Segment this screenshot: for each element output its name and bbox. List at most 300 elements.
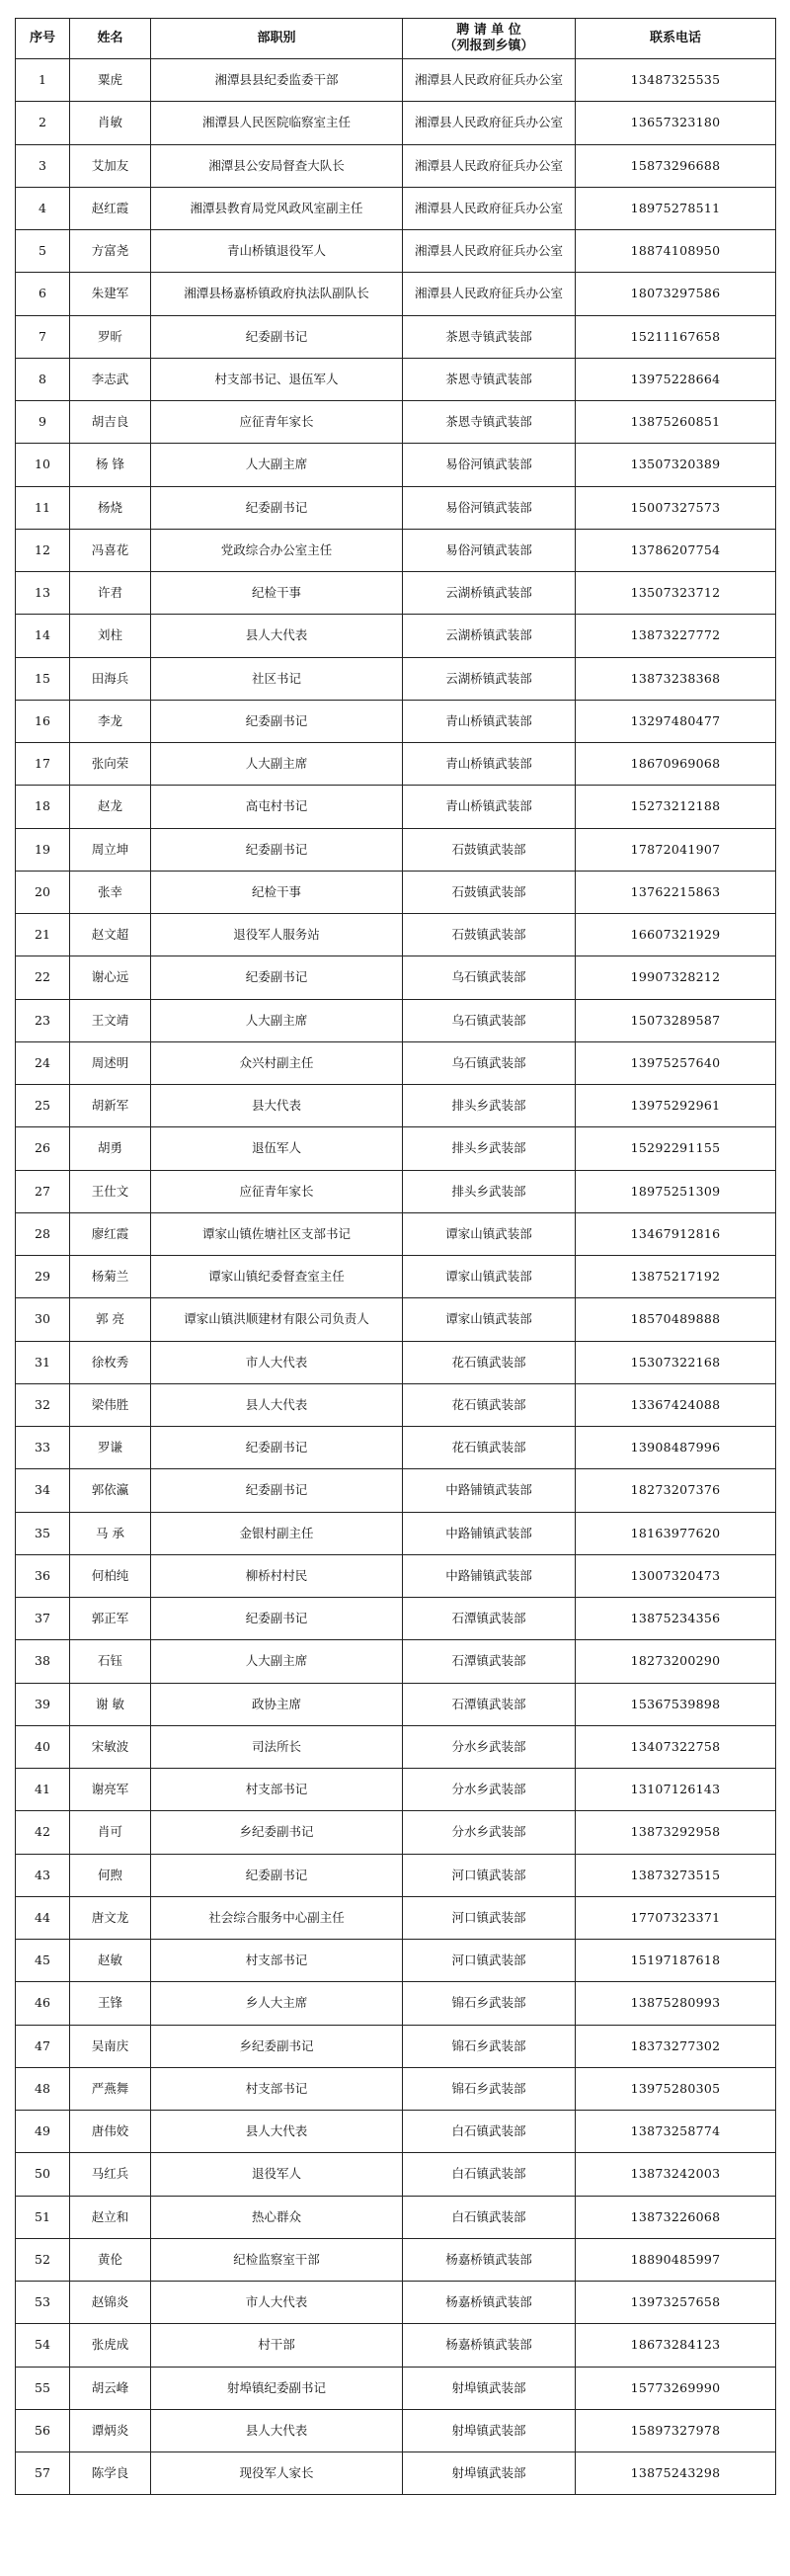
table-row <box>16 999 776 1041</box>
cell-phone: 15897327978 <box>576 2409 776 2451</box>
cell-phone: 15273212188 <box>576 786 776 828</box>
cell-phone: 13873227772 <box>576 615 776 657</box>
cell-phone: 13487325535 <box>576 59 776 102</box>
table-row <box>16 2025 776 2067</box>
cell-unit: 乌石镇武装部 <box>403 956 576 999</box>
cell-unit: 锦石乡武装部 <box>403 2067 576 2110</box>
cell-unit: 河口镇武装部 <box>403 1896 576 1939</box>
cell-unit: 中路铺镇武装部 <box>403 1512 576 1554</box>
cell-no: 15 <box>16 657 70 700</box>
cell-phone: 18073297586 <box>576 273 776 315</box>
cell-unit: 白石镇武装部 <box>403 2111 576 2153</box>
cell-phone: 13467912816 <box>576 1212 776 1255</box>
cell-name: 张虎成 <box>70 2324 151 2367</box>
cell-name: 张幸 <box>70 871 151 913</box>
cell-phone: 18163977620 <box>576 1512 776 1554</box>
cell-no: 55 <box>16 2367 70 2409</box>
cell-name: 杨烧 <box>70 486 151 529</box>
cell-no: 5 <box>16 230 70 273</box>
cell-unit: 石潭镇武装部 <box>403 1598 576 1640</box>
cell-dept: 应征青年家长 <box>151 401 403 444</box>
table-row <box>16 657 776 700</box>
cell-unit: 湘潭县人民政府征兵办公室 <box>403 273 576 315</box>
cell-phone: 17707323371 <box>576 1896 776 1939</box>
cell-unit: 白石镇武装部 <box>403 2196 576 2238</box>
cell-dept: 高屯村书记 <box>151 786 403 828</box>
cell-phone: 13875243298 <box>576 2452 776 2495</box>
cell-dept: 村支部书记 <box>151 1769 403 1811</box>
cell-name: 冯喜花 <box>70 529 151 571</box>
cell-name: 王锋 <box>70 1982 151 2025</box>
cell-no: 27 <box>16 1170 70 1212</box>
cell-phone: 13873242003 <box>576 2153 776 2196</box>
cell-phone: 18570489888 <box>576 1298 776 1341</box>
cell-name: 张向荣 <box>70 743 151 786</box>
cell-phone: 13873292958 <box>576 1811 776 1854</box>
cell-unit: 湘潭县人民政府征兵办公室 <box>403 59 576 102</box>
cell-name: 许君 <box>70 572 151 615</box>
cell-name: 唐文龙 <box>70 1896 151 1939</box>
cell-name: 田海兵 <box>70 657 151 700</box>
table-row <box>16 1982 776 2025</box>
cell-dept: 纪委副书记 <box>151 1598 403 1640</box>
cell-dept: 谭家山镇洪顺建材有限公司负责人 <box>151 1298 403 1341</box>
cell-no: 31 <box>16 1341 70 1383</box>
table-row <box>16 1341 776 1383</box>
cell-unit: 花石镇武装部 <box>403 1341 576 1383</box>
cell-phone: 13873273515 <box>576 1854 776 1896</box>
cell-unit: 石鼓镇武装部 <box>403 871 576 913</box>
cell-phone: 13507323712 <box>576 572 776 615</box>
cell-dept: 柳桥村村民 <box>151 1554 403 1597</box>
cell-phone: 15073289587 <box>576 999 776 1041</box>
table-row <box>16 743 776 786</box>
cell-name: 刘柱 <box>70 615 151 657</box>
cell-unit: 湘潭县人民政府征兵办公室 <box>403 230 576 273</box>
cell-no: 42 <box>16 1811 70 1854</box>
cell-dept: 社会综合服务中心副主任 <box>151 1896 403 1939</box>
cell-no: 45 <box>16 1940 70 1982</box>
cell-dept: 村支部书记、退伍军人 <box>151 358 403 400</box>
cell-name: 粟虎 <box>70 59 151 102</box>
cell-phone: 16607321929 <box>576 914 776 956</box>
cell-name: 吴南庆 <box>70 2025 151 2067</box>
table-row <box>16 1298 776 1341</box>
table-row <box>16 486 776 529</box>
table-row <box>16 1383 776 1426</box>
cell-name: 赵红霞 <box>70 187 151 229</box>
cell-name: 周述明 <box>70 1041 151 1084</box>
cell-unit: 云湖桥镇武装部 <box>403 572 576 615</box>
cell-unit: 云湖桥镇武装部 <box>403 615 576 657</box>
cell-dept: 司法所长 <box>151 1725 403 1768</box>
cell-unit: 杨嘉桥镇武装部 <box>403 2282 576 2324</box>
cell-phone: 13975280305 <box>576 2067 776 2110</box>
cell-name: 方富尧 <box>70 230 151 273</box>
cell-dept: 县人大代表 <box>151 2111 403 2153</box>
cell-name: 赵敏 <box>70 1940 151 1982</box>
cell-dept: 应征青年家长 <box>151 1170 403 1212</box>
cell-dept: 纪委副书记 <box>151 315 403 358</box>
cell-unit: 湘潭县人民政府征兵办公室 <box>403 187 576 229</box>
table-row <box>16 871 776 913</box>
cell-name: 梁伟胜 <box>70 1383 151 1426</box>
header-row <box>16 19 776 59</box>
cell-dept: 县人大代表 <box>151 1383 403 1426</box>
cell-no: 11 <box>16 486 70 529</box>
cell-no: 7 <box>16 315 70 358</box>
cell-no: 18 <box>16 786 70 828</box>
cell-dept: 谭家山镇佐塘社区支部书记 <box>151 1212 403 1255</box>
header-unit-main: 聘 请 单 位 <box>456 23 521 38</box>
cell-phone: 13875260851 <box>576 401 776 444</box>
cell-unit: 石潭镇武装部 <box>403 1640 576 1683</box>
table-row <box>16 2196 776 2238</box>
cell-name: 肖敏 <box>70 102 151 144</box>
cell-no: 29 <box>16 1256 70 1298</box>
cell-dept: 纪委副书记 <box>151 956 403 999</box>
cell-phone: 13873238368 <box>576 657 776 700</box>
cell-dept: 党政综合办公室主任 <box>151 529 403 571</box>
cell-no: 6 <box>16 273 70 315</box>
cell-phone: 18670969068 <box>576 743 776 786</box>
cell-dept: 人大副主席 <box>151 999 403 1041</box>
cell-name: 谭炳炎 <box>70 2409 151 2451</box>
cell-name: 马 承 <box>70 1512 151 1554</box>
cell-name: 郭依瀛 <box>70 1469 151 1512</box>
cell-phone: 18874108950 <box>576 230 776 273</box>
cell-phone: 13908487996 <box>576 1427 776 1469</box>
cell-no: 32 <box>16 1383 70 1426</box>
cell-dept: 湘潭县教育局党风政风室副主任 <box>151 187 403 229</box>
table-row <box>16 1725 776 1768</box>
cell-dept: 退役军人服务站 <box>151 914 403 956</box>
cell-no: 25 <box>16 1085 70 1127</box>
table-row <box>16 2409 776 2451</box>
cell-dept: 村干部 <box>151 2324 403 2367</box>
cell-no: 51 <box>16 2196 70 2238</box>
table-row <box>16 1512 776 1554</box>
cell-no: 34 <box>16 1469 70 1512</box>
table-row <box>16 273 776 315</box>
recruitment-supervisor-table <box>15 18 776 2495</box>
cell-phone: 19907328212 <box>576 956 776 999</box>
cell-name: 杨菊兰 <box>70 1256 151 1298</box>
table-row <box>16 358 776 400</box>
table-row <box>16 1683 776 1725</box>
cell-phone: 13875280993 <box>576 1982 776 2025</box>
table-row <box>16 59 776 102</box>
cell-no: 30 <box>16 1298 70 1341</box>
cell-unit: 青山桥镇武装部 <box>403 743 576 786</box>
cell-dept: 社区书记 <box>151 657 403 700</box>
cell-dept: 人大副主席 <box>151 1640 403 1683</box>
cell-no: 52 <box>16 2238 70 2281</box>
cell-dept: 乡纪委副书记 <box>151 1811 403 1854</box>
table-row <box>16 572 776 615</box>
cell-dept: 湘潭县杨嘉桥镇政府执法队副队长 <box>151 273 403 315</box>
cell-name: 李志武 <box>70 358 151 400</box>
cell-dept: 湘潭县公安局督查大队长 <box>151 144 403 187</box>
cell-dept: 村支部书记 <box>151 1940 403 1982</box>
cell-no: 4 <box>16 187 70 229</box>
cell-unit: 河口镇武装部 <box>403 1854 576 1896</box>
table-row <box>16 700 776 742</box>
cell-phone: 13975257640 <box>576 1041 776 1084</box>
cell-no: 49 <box>16 2111 70 2153</box>
cell-no: 8 <box>16 358 70 400</box>
cell-unit: 谭家山镇武装部 <box>403 1212 576 1255</box>
cell-dept: 纪检干事 <box>151 871 403 913</box>
table-row <box>16 615 776 657</box>
cell-phone: 13975228664 <box>576 358 776 400</box>
cell-name: 廖红霞 <box>70 1212 151 1255</box>
table-row <box>16 144 776 187</box>
cell-dept: 政协主席 <box>151 1683 403 1725</box>
cell-unit: 杨嘉桥镇武装部 <box>403 2324 576 2367</box>
cell-unit: 湘潭县人民政府征兵办公室 <box>403 102 576 144</box>
cell-phone: 13873258774 <box>576 2111 776 2153</box>
cell-unit: 湘潭县人民政府征兵办公室 <box>403 144 576 187</box>
cell-unit: 分水乡武装部 <box>403 1769 576 1811</box>
cell-dept: 金银村副主任 <box>151 1512 403 1554</box>
cell-no: 41 <box>16 1769 70 1811</box>
table-row <box>16 1640 776 1683</box>
cell-dept: 乡纪委副书记 <box>151 2025 403 2067</box>
table-row <box>16 1940 776 1982</box>
cell-unit: 排头乡武装部 <box>403 1127 576 1170</box>
cell-unit: 茶恩寺镇武装部 <box>403 358 576 400</box>
cell-phone: 13786207754 <box>576 529 776 571</box>
cell-unit: 云湖桥镇武装部 <box>403 657 576 700</box>
cell-dept: 退伍军人 <box>151 1127 403 1170</box>
table-row <box>16 1427 776 1469</box>
header-phone: 联系电话 <box>576 19 776 59</box>
table-row <box>16 2282 776 2324</box>
header-dept: 部职别 <box>151 19 403 59</box>
cell-no: 3 <box>16 144 70 187</box>
cell-dept: 人大副主席 <box>151 444 403 486</box>
table-row <box>16 914 776 956</box>
cell-phone: 15773269990 <box>576 2367 776 2409</box>
table-row <box>16 1554 776 1597</box>
cell-dept: 纪委副书记 <box>151 700 403 742</box>
cell-phone: 13507320389 <box>576 444 776 486</box>
cell-phone: 13875217192 <box>576 1256 776 1298</box>
cell-dept: 谭家山镇纪委督查室主任 <box>151 1256 403 1298</box>
cell-unit: 中路铺镇武装部 <box>403 1469 576 1512</box>
cell-phone: 15211167658 <box>576 315 776 358</box>
cell-dept: 县人大代表 <box>151 615 403 657</box>
cell-name: 赵立和 <box>70 2196 151 2238</box>
cell-phone: 13107126143 <box>576 1769 776 1811</box>
cell-dept: 纪委副书记 <box>151 1469 403 1512</box>
cell-no: 1 <box>16 59 70 102</box>
cell-unit: 河口镇武装部 <box>403 1940 576 1982</box>
table-row <box>16 1598 776 1640</box>
cell-name: 郭 亮 <box>70 1298 151 1341</box>
cell-unit: 花石镇武装部 <box>403 1427 576 1469</box>
cell-no: 44 <box>16 1896 70 1939</box>
cell-dept: 县人大代表 <box>151 2409 403 2451</box>
cell-dept: 纪检监察室干部 <box>151 2238 403 2281</box>
cell-no: 13 <box>16 572 70 615</box>
cell-name: 赵锦炎 <box>70 2282 151 2324</box>
cell-unit: 青山桥镇武装部 <box>403 700 576 742</box>
cell-dept: 退役军人 <box>151 2153 403 2196</box>
table-row <box>16 2067 776 2110</box>
cell-dept: 纪委副书记 <box>151 486 403 529</box>
cell-no: 33 <box>16 1427 70 1469</box>
cell-name: 罗谦 <box>70 1427 151 1469</box>
cell-no: 12 <box>16 529 70 571</box>
cell-dept: 众兴村副主任 <box>151 1041 403 1084</box>
table-row <box>16 187 776 229</box>
cell-no: 35 <box>16 1512 70 1554</box>
table-row <box>16 1212 776 1255</box>
table-row <box>16 444 776 486</box>
cell-phone: 18273200290 <box>576 1640 776 1683</box>
header-name: 姓名 <box>70 19 151 59</box>
cell-phone: 13367424088 <box>576 1383 776 1426</box>
cell-phone: 18975278511 <box>576 187 776 229</box>
table-row <box>16 315 776 358</box>
table-header <box>16 19 776 59</box>
cell-name: 谢心远 <box>70 956 151 999</box>
cell-name: 胡云峰 <box>70 2367 151 2409</box>
cell-name: 罗昕 <box>70 315 151 358</box>
cell-phone: 13007320473 <box>576 1554 776 1597</box>
cell-unit: 青山桥镇武装部 <box>403 786 576 828</box>
cell-phone: 18273207376 <box>576 1469 776 1512</box>
cell-unit: 石潭镇武装部 <box>403 1683 576 1725</box>
table-row <box>16 1469 776 1512</box>
cell-phone: 15367539898 <box>576 1683 776 1725</box>
cell-no: 9 <box>16 401 70 444</box>
cell-name: 王仕文 <box>70 1170 151 1212</box>
cell-dept: 热心群众 <box>151 2196 403 2238</box>
cell-name: 黄伦 <box>70 2238 151 2281</box>
cell-name: 宋敏波 <box>70 1725 151 1768</box>
table-row <box>16 2367 776 2409</box>
cell-dept: 湘潭县人民医院临察室主任 <box>151 102 403 144</box>
table-body <box>16 59 776 2495</box>
cell-dept: 人大副主席 <box>151 743 403 786</box>
cell-phone: 18373277302 <box>576 2025 776 2067</box>
cell-no: 43 <box>16 1854 70 1896</box>
table-row <box>16 102 776 144</box>
cell-dept: 湘潭县县纪委监委干部 <box>151 59 403 102</box>
cell-no: 46 <box>16 1982 70 2025</box>
header-no: 序号 <box>16 19 70 59</box>
table-row <box>16 1170 776 1212</box>
cell-name: 朱建军 <box>70 273 151 315</box>
cell-name: 马红兵 <box>70 2153 151 2196</box>
cell-phone: 15007327573 <box>576 486 776 529</box>
cell-no: 53 <box>16 2282 70 2324</box>
cell-unit: 中路铺镇武装部 <box>403 1554 576 1597</box>
cell-phone: 13407322758 <box>576 1725 776 1768</box>
cell-name: 石钰 <box>70 1640 151 1683</box>
cell-phone: 13657323180 <box>576 102 776 144</box>
cell-phone: 18890485997 <box>576 2238 776 2281</box>
table-row <box>16 1256 776 1298</box>
cell-unit: 易俗河镇武装部 <box>403 529 576 571</box>
cell-unit: 白石镇武装部 <box>403 2153 576 2196</box>
cell-phone: 15873296688 <box>576 144 776 187</box>
cell-phone: 13973257658 <box>576 2282 776 2324</box>
table-row <box>16 1854 776 1896</box>
cell-no: 22 <box>16 956 70 999</box>
cell-no: 48 <box>16 2067 70 2110</box>
cell-no: 47 <box>16 2025 70 2067</box>
cell-name: 胡吉良 <box>70 401 151 444</box>
header-unit-sub: （列报到乡镇） <box>443 39 534 53</box>
cell-unit: 谭家山镇武装部 <box>403 1298 576 1341</box>
cell-unit: 茶恩寺镇武装部 <box>403 401 576 444</box>
cell-unit: 乌石镇武装部 <box>403 999 576 1041</box>
cell-dept: 市人大代表 <box>151 1341 403 1383</box>
cell-no: 39 <box>16 1683 70 1725</box>
cell-dept: 县大代表 <box>151 1085 403 1127</box>
cell-name: 徐枚秀 <box>70 1341 151 1383</box>
cell-unit: 乌石镇武装部 <box>403 1041 576 1084</box>
cell-no: 54 <box>16 2324 70 2367</box>
cell-unit: 易俗河镇武装部 <box>403 444 576 486</box>
cell-name: 唐伟姣 <box>70 2111 151 2153</box>
cell-name: 王文靖 <box>70 999 151 1041</box>
cell-name: 陈学良 <box>70 2452 151 2495</box>
cell-no: 28 <box>16 1212 70 1255</box>
cell-unit: 石鼓镇武装部 <box>403 828 576 871</box>
cell-unit: 射埠镇武装部 <box>403 2452 576 2495</box>
cell-unit: 射埠镇武装部 <box>403 2367 576 2409</box>
cell-no: 56 <box>16 2409 70 2451</box>
cell-name: 谢亮军 <box>70 1769 151 1811</box>
cell-name: 何柏纯 <box>70 1554 151 1597</box>
cell-no: 36 <box>16 1554 70 1597</box>
cell-phone: 15197187618 <box>576 1940 776 1982</box>
cell-phone: 13762215863 <box>576 871 776 913</box>
cell-phone: 18673284123 <box>576 2324 776 2367</box>
cell-dept: 纪委副书记 <box>151 1854 403 1896</box>
table-row <box>16 2153 776 2196</box>
cell-no: 10 <box>16 444 70 486</box>
cell-no: 19 <box>16 828 70 871</box>
cell-unit: 排头乡武装部 <box>403 1170 576 1212</box>
table-row <box>16 1085 776 1127</box>
cell-name: 胡新军 <box>70 1085 151 1127</box>
cell-dept: 现役军人家长 <box>151 2452 403 2495</box>
cell-no: 24 <box>16 1041 70 1084</box>
table-row <box>16 230 776 273</box>
table-row <box>16 1769 776 1811</box>
cell-unit: 分水乡武装部 <box>403 1725 576 1768</box>
table-row <box>16 1041 776 1084</box>
table-row <box>16 956 776 999</box>
table-row <box>16 2111 776 2153</box>
cell-no: 2 <box>16 102 70 144</box>
cell-unit: 谭家山镇武装部 <box>403 1256 576 1298</box>
cell-unit: 易俗河镇武装部 <box>403 486 576 529</box>
cell-unit: 杨嘉桥镇武装部 <box>403 2238 576 2281</box>
cell-phone: 13873226068 <box>576 2196 776 2238</box>
cell-phone: 18975251309 <box>576 1170 776 1212</box>
table-row <box>16 1811 776 1854</box>
cell-unit: 花石镇武装部 <box>403 1383 576 1426</box>
cell-name: 李龙 <box>70 700 151 742</box>
cell-dept: 射埠镇纪委副书记 <box>151 2367 403 2409</box>
